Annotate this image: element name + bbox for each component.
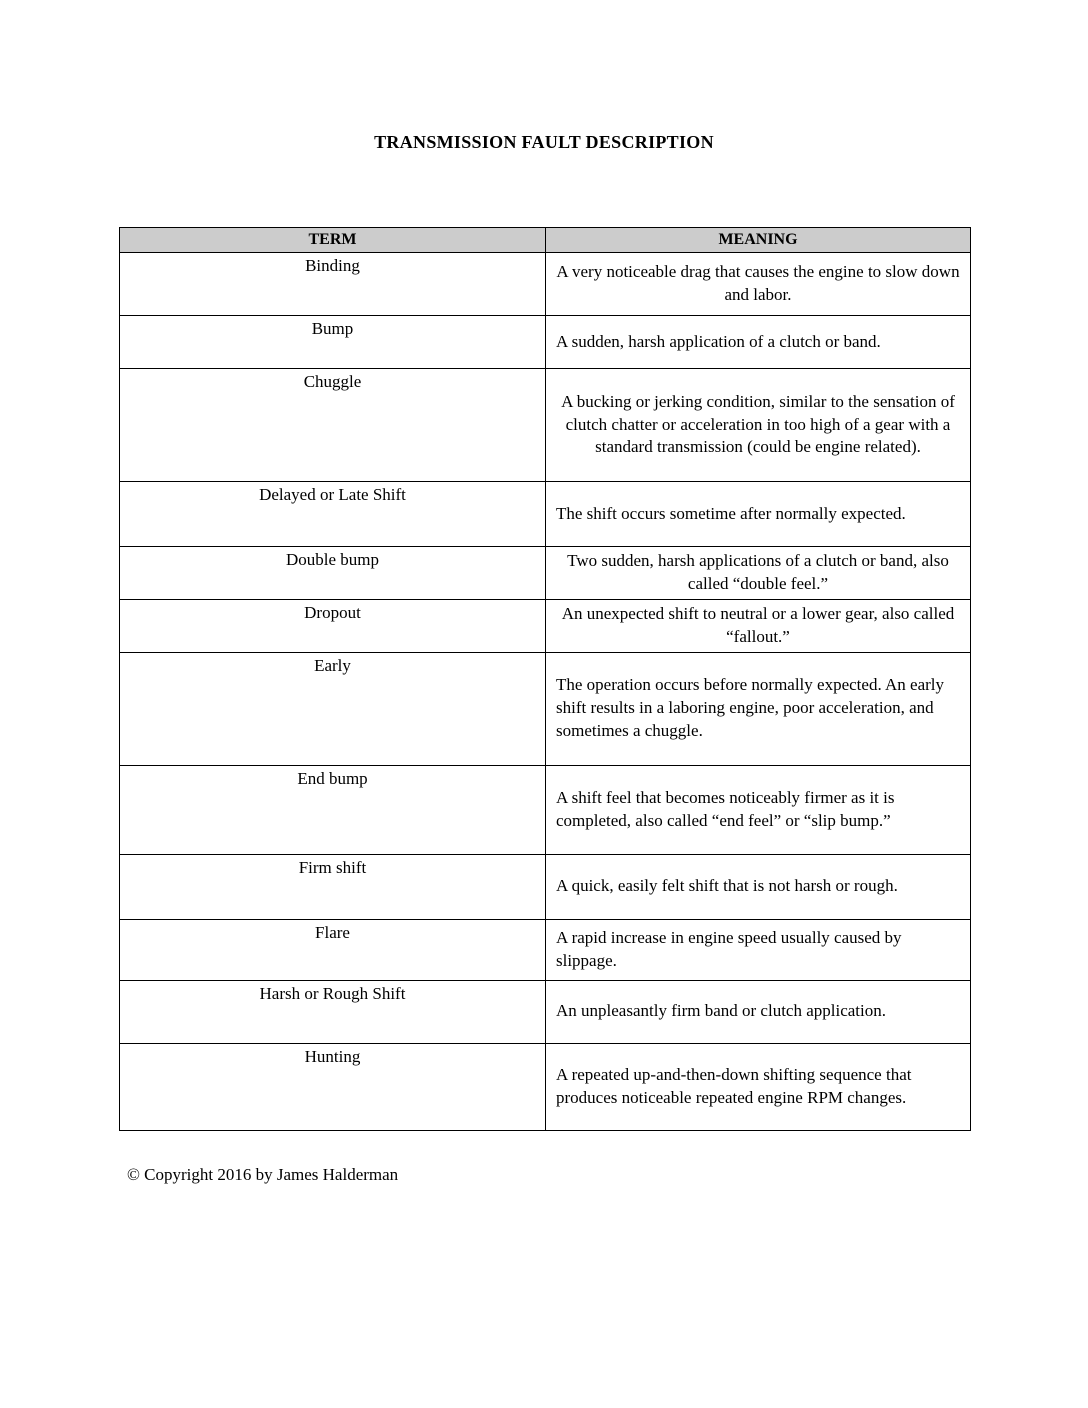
table-row: [120, 482, 971, 547]
term-column-header: TERM: [120, 228, 546, 253]
meaning-cell: The shift occurs sometime after normally expected.: [546, 482, 971, 547]
meaning-cell: A very noticeable drag that causes the engine to slow down and labor.: [546, 253, 971, 316]
meaning-cell: The operation occurs before normally expected. An early shift results in a laboring engine, poor acceleration, and sometimes a chuggle.: [546, 652, 971, 765]
table-row: [120, 854, 971, 919]
term-cell: Delayed or Late Shift: [120, 482, 546, 547]
table-row: [120, 547, 971, 600]
table-row: [120, 652, 971, 765]
table-row: [120, 1043, 971, 1130]
meaning-cell: An unexpected shift to neutral or a lower gear, also called “fallout.”: [546, 600, 971, 653]
table-header-row: [120, 228, 971, 253]
table-row: [120, 919, 971, 980]
meaning-cell: A shift feel that becomes noticeably firmer as it is completed, also called “end feel” or “slip bump.”: [546, 765, 971, 854]
term-cell: End bump: [120, 765, 546, 854]
term-cell: Double bump: [120, 547, 546, 600]
meaning-column-header: MEANING: [546, 228, 971, 253]
term-cell: Hunting: [120, 1043, 546, 1130]
table-row: [120, 316, 971, 369]
term-cell: Chuggle: [120, 369, 546, 482]
term-cell: Firm shift: [120, 854, 546, 919]
meaning-cell: A quick, easily felt shift that is not harsh or rough.: [546, 854, 971, 919]
term-cell: Flare: [120, 919, 546, 980]
term-cell: Dropout: [120, 600, 546, 653]
page-title: TRANSMISSION FAULT DESCRIPTION: [374, 132, 714, 152]
meaning-cell: A bucking or jerking condition, similar to the sensation of clutch chatter or acceleration in too high of a gear with a standard transmission (could be engine related).: [546, 369, 971, 482]
meaning-cell: A sudden, harsh application of a clutch or band.: [546, 316, 971, 369]
table-row: [120, 980, 971, 1043]
meaning-cell: A rapid increase in engine speed usually caused by slippage.: [546, 919, 971, 980]
table-row: [120, 765, 971, 854]
table-row: [120, 369, 971, 482]
term-cell: Bump: [120, 316, 546, 369]
table-row: [120, 253, 971, 316]
table-row: [120, 600, 971, 653]
meaning-cell: A repeated up-and-then-down shifting sequence that produces noticeable repeated engine RPM changes.: [546, 1043, 971, 1130]
term-cell: Binding: [120, 253, 546, 316]
table-body: [120, 253, 971, 1131]
meaning-cell: An unpleasantly firm band or clutch application.: [546, 980, 971, 1043]
term-cell: Harsh or Rough Shift: [120, 980, 546, 1043]
fault-description-table: [119, 227, 971, 1131]
meaning-cell: Two sudden, harsh applications of a clutch or band, also called “double feel.”: [546, 547, 971, 600]
term-cell: Early: [120, 652, 546, 765]
copyright-notice: © Copyright 2016 by James Halderman: [127, 1164, 399, 1184]
